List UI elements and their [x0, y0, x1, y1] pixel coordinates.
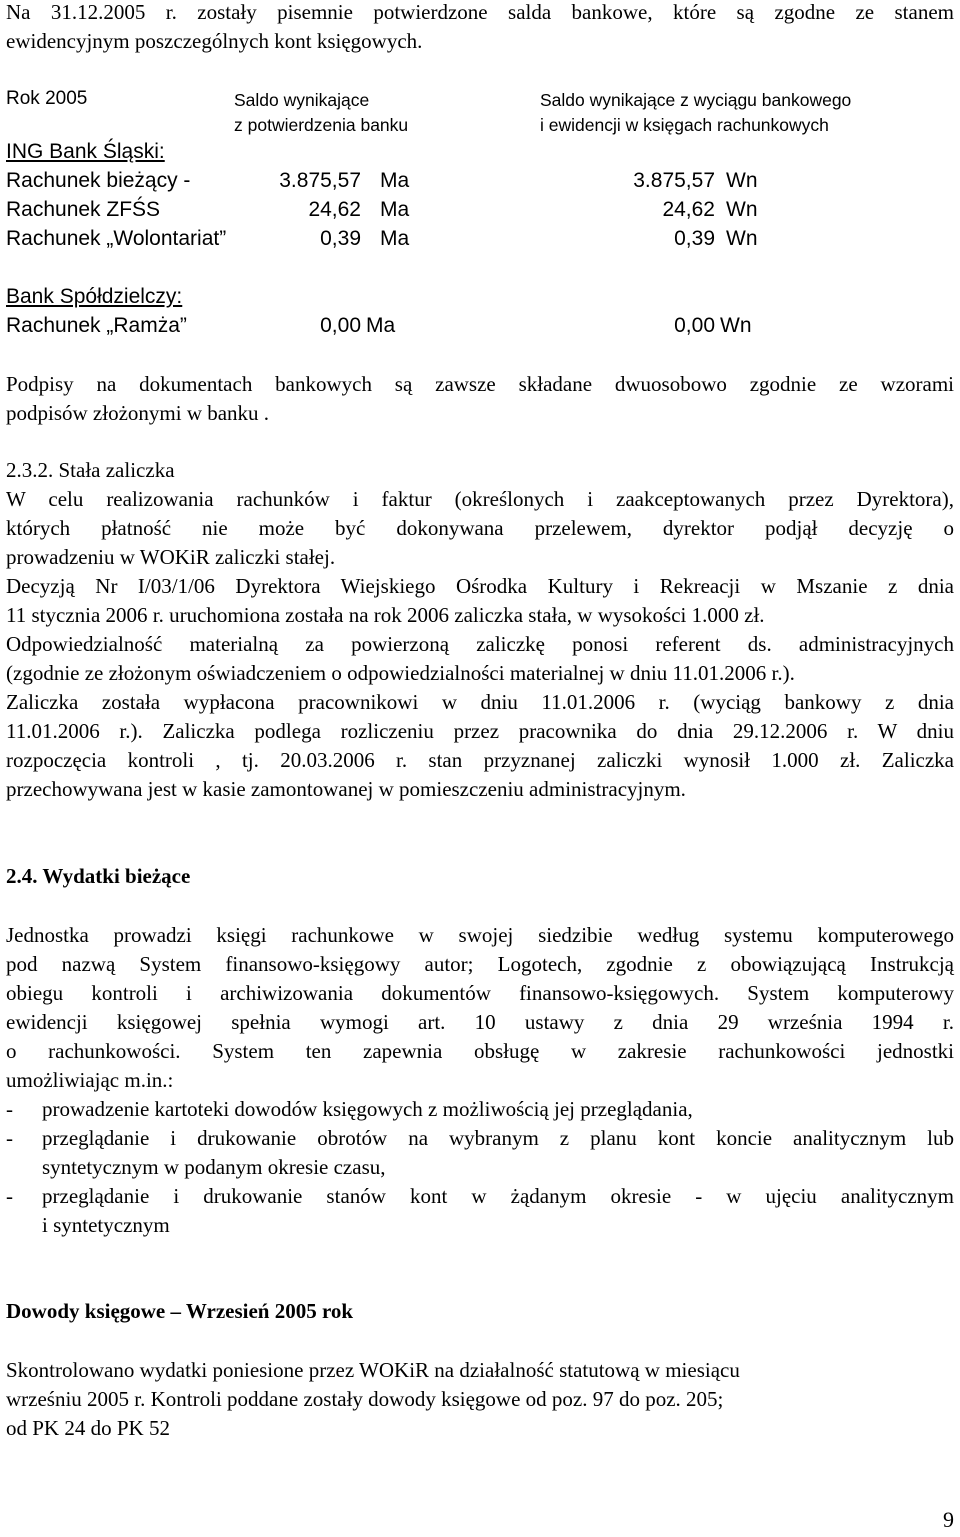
- balance-books-value: 24,62: [662, 198, 715, 221]
- balance-books-side: Wn: [726, 227, 758, 250]
- balance-books-side: Wn: [726, 169, 758, 192]
- balance-bank-value: 0,00: [320, 314, 361, 337]
- balance-books-value: 3.875,57: [633, 169, 715, 192]
- bullet-text: prowadzenie kartoteki dowodów księgowych z możliwością jej przeglądania,: [42, 1097, 693, 1121]
- paragraph-line: Decyzją Nr I/03/1/06 Dyrektora Wiejskiego Ośrodka Kultury i Rekreacji w Mszanie z dnia: [6, 574, 954, 598]
- col2-header-line-2: i ewidencji w księgach rachunkowych: [540, 115, 829, 135]
- paragraph-line: o rachunkowości. System ten zapewnia obsługę w zakresie rachunkowości jednostki: [6, 1039, 954, 1063]
- paragraph-line: (zgodnie ze złożonym oświadczeniem o odpowiedzialności materialnej w dniu 11.01.2006 r.).: [6, 661, 795, 685]
- paragraph-line: prowadzeniu w WOKiR zaliczki stałej.: [6, 545, 336, 569]
- balance-bank-side: Ma: [380, 198, 410, 221]
- paragraph-line: rozpoczęcia kontroli , tj. 20.03.2006 r. stan przyznanej zaliczki wynosił 1.000 zł. Zaliczka: [6, 748, 954, 772]
- signatures-line-2: podpisów złożonymi w banku .: [6, 401, 270, 425]
- balance-books-value: 0,00: [674, 314, 715, 337]
- col1-header-line-2: z potwierdzenia banku: [234, 115, 409, 135]
- paragraph-line: Jednostka prowadzi księgi rachunkowe w swojej siedzibie według systemu komputerowego: [6, 923, 954, 947]
- year-label: Rok 2005: [6, 88, 88, 109]
- account-label: Rachunek ZFŚS: [6, 198, 161, 221]
- bullet-dash: -: [6, 1097, 13, 1121]
- bullet-text: przeglądanie i drukowanie stanów kont w żądanym okresie - w ujęciu analitycznym: [42, 1184, 954, 1208]
- col2-header-line-1: Saldo wynikające z wyciągu bankowego: [540, 90, 852, 110]
- paragraph-line: od PK 24 do PK 52: [6, 1416, 170, 1440]
- balance-books-side: Wn: [726, 198, 758, 221]
- paragraph-line: ewidencji księgowej spełnia wymogi art. 10 ustawy z dnia 29 września 1994 r.: [6, 1010, 954, 1034]
- paragraph-line: Skontrolowano wydatki poniesione przez WOKiR na działalność statutową w miesiącu: [6, 1358, 740, 1382]
- paragraph-line: pod nazwą System finansowo-księgowy autor; Logotech, zgodnie z obowiązującą Instrukcją: [6, 952, 954, 976]
- section-heading-24: 2.4. Wydatki bieżące: [6, 864, 191, 888]
- bullet-dash: -: [6, 1126, 13, 1150]
- bank-name-bs: Bank Spółdzielczy:: [6, 285, 183, 308]
- balance-bank-side: Ma: [366, 314, 396, 337]
- account-label: Rachunek bieżący -: [6, 169, 191, 192]
- balance-books-side: Wn: [720, 314, 752, 337]
- paragraph-line: których płatność nie może być dokonywana przelewem, dyrektor podjął decyzję o: [6, 516, 954, 540]
- paragraph-line: Zaliczka została wypłacona pracownikowi w dniu 11.01.2006 r. (wyciąg bankowy z dnia: [6, 690, 954, 714]
- bullet-text: przeglądanie i drukowanie obrotów na wybranym z planu kont koncie analitycznym lub: [42, 1126, 954, 1150]
- paragraph-line: W celu realizowania rachunków i faktur (określonych i zaakceptowanych przez Dyrektora),: [6, 487, 954, 511]
- paragraph-line: Odpowiedzialność materialną za powierzoną zaliczkę ponosi referent ds. administracyjnych: [6, 632, 954, 656]
- paragraph-line: obiegu kontroli i archiwizowania dokumentów finansowo-księgowych. System komputerowy: [6, 981, 954, 1005]
- intro-line-2: ewidencyjnym poszczególnych kont księgowych.: [6, 29, 423, 53]
- balance-bank-value: 3.875,57: [279, 169, 361, 192]
- paragraph-line: przechowywana jest w kasie zamontowanej w pomieszczeniu administracyjnym.: [6, 777, 686, 801]
- balance-bank-value: 0,39: [320, 227, 361, 250]
- account-label: Rachunek „Wolontariat”: [6, 227, 227, 250]
- paragraph-line: wrześniu 2005 r. Kontroli poddane zostały dowody księgowe od poz. 97 do poz. 205;: [6, 1387, 724, 1411]
- signatures-line-1: Podpisy na dokumentach bankowych są zawsze składane dwuosobowo zgodnie ze wzorami: [6, 372, 954, 396]
- paragraph-line: umożliwiając m.in.:: [6, 1068, 174, 1092]
- balance-bank-value: 24,62: [308, 198, 361, 221]
- bullet-dash: -: [6, 1184, 13, 1208]
- balance-bank-side: Ma: [380, 169, 410, 192]
- page-number: 9: [943, 1507, 954, 1532]
- col1-header-line-1: Saldo wynikające: [234, 90, 370, 110]
- intro-line-1: Na 31.12.2005 r. zostały pisemnie potwierdzone salda bankowe, które są zgodne ze stanem: [6, 0, 954, 24]
- balance-books-value: 0,39: [674, 227, 715, 250]
- paragraph-line: 11 stycznia 2006 r. uruchomiona została na rok 2006 zaliczka stała, w wysokości 1.000 zł.: [6, 603, 765, 627]
- bullet-text: i syntetycznym: [42, 1213, 170, 1237]
- section-heading-232: 2.3.2. Stała zaliczka: [6, 458, 175, 482]
- account-label: Rachunek „Ramża”: [6, 314, 187, 337]
- bullet-text: syntetycznym w podanym okresie czasu,: [42, 1155, 386, 1179]
- paragraph-line: 11.01.2006 r.). Zaliczka podlega rozliczeniu przez pracownika do dnia 29.12.2006 r. W dniu: [6, 719, 954, 743]
- bank-name-ing: ING Bank Śląski:: [6, 140, 165, 163]
- section-heading-dowody: Dowody księgowe – Wrzesień 2005 rok: [6, 1299, 354, 1323]
- balance-bank-side: Ma: [380, 227, 410, 250]
